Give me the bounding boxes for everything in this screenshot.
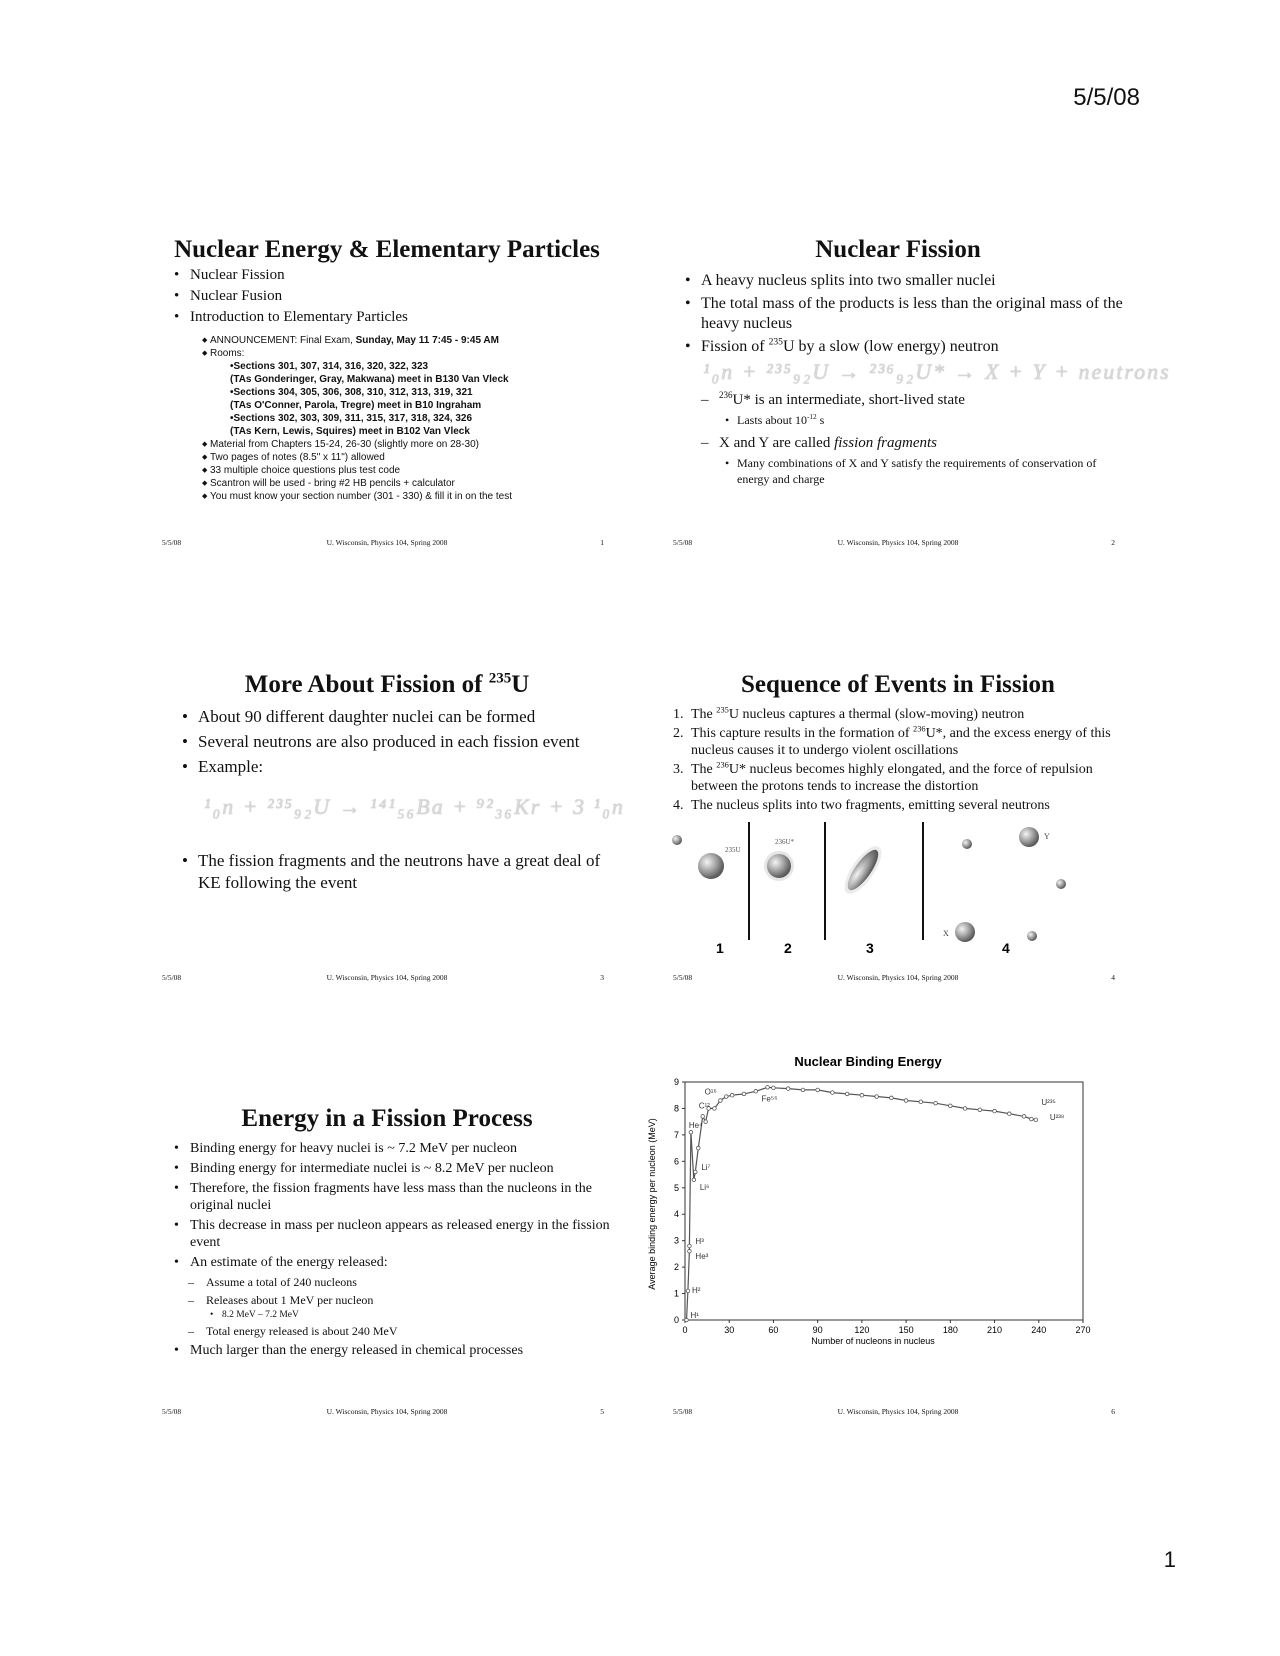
x-tick-label: 270 — [1075, 1325, 1091, 1335]
bullet: • Binding energy for heavy nuclei is ~ 7.2 MeV per nucleon — [162, 1140, 612, 1157]
y-axis-label: Average binding energy per nucleon (MeV) — [647, 1118, 657, 1290]
sub-bullet: – Total energy released is about 240 MeV — [182, 1322, 612, 1340]
sub-bullet: – Releases about 1 MeV per nucleon — [182, 1291, 612, 1309]
bullet: • About 90 different daughter nuclei can be formed — [170, 706, 612, 728]
fragment-x-icon — [955, 922, 975, 942]
x-tick-label: 180 — [942, 1325, 958, 1335]
slide-title: Nuclear Fission — [815, 236, 981, 263]
annotation-label: H¹ — [690, 1311, 699, 1320]
fragment-y-label: Y — [1044, 832, 1050, 841]
annotation-label: O¹⁶ — [704, 1087, 717, 1097]
data-point — [801, 1088, 805, 1092]
sub-sub-list — [673, 412, 1123, 428]
data-point — [831, 1091, 835, 1095]
bullet: • Binding energy for intermediate nuclei is ~ 8.2 MeV per nucleon — [162, 1160, 612, 1177]
x-tick-label: 90 — [812, 1325, 823, 1335]
bullet: • Therefore, the fission fragments have less mass than the nucleons in the original nuclei — [162, 1180, 612, 1214]
bullet-list — [162, 706, 612, 778]
bullet: • Several neutrons are also produced in each fission event — [170, 731, 612, 753]
announcement-line: ◆ ANNOUNCEMENT: Final Exam, Sunday, May 11 7:45 - 9:45 AM — [202, 334, 612, 347]
data-point — [704, 1120, 708, 1124]
bullet-list — [162, 1140, 612, 1271]
bullet: • Introduction to Elementary Particles — [162, 307, 612, 328]
y-tick-label: 5 — [673, 1182, 679, 1193]
neutron-icon — [1056, 879, 1066, 889]
y-tick-label: 4 — [673, 1209, 679, 1220]
panel-label: 4 — [1002, 940, 1010, 956]
uranium-nucleus-icon — [698, 853, 724, 879]
bullet: • Nuclear Fusion — [162, 286, 612, 307]
note-line: ◆ Scantron will be used - bring #2 HB pencils + calculator — [202, 477, 612, 490]
data-point — [719, 1099, 723, 1103]
bullet-list — [162, 1342, 612, 1360]
room-line: •Sections 304, 305, 306, 308, 310, 312, 313, 319, 321 — [230, 387, 473, 398]
neutron-icon — [672, 835, 682, 845]
slide-title: Nuclear Energy & Elementary Particles — [174, 236, 600, 263]
data-point — [949, 1104, 953, 1108]
y-tick-label: 6 — [673, 1156, 679, 1167]
data-point — [904, 1099, 908, 1103]
data-point — [993, 1109, 997, 1113]
note-line: ◆ Material from Chapters 15-24, 26-30 (slightly more on 28-30) — [202, 438, 612, 451]
room-line: (TAs Gonderinger, Gray, Makwana) meet in B130 Van Vleck — [230, 374, 509, 385]
slide-title: Sequence of Events in Fission — [741, 671, 1055, 698]
y-tick-label: 8 — [673, 1103, 679, 1114]
data-point — [742, 1092, 746, 1096]
fission-equation: ¹₀n + ²³⁵₉₂U → ²³⁶₉₂U* → X + Y + neutrons — [703, 359, 1171, 384]
x-tick-label: 240 — [1031, 1325, 1047, 1335]
elongated-nucleus-icon — [843, 846, 884, 894]
y-tick-label: 3 — [673, 1235, 679, 1246]
bullet: • The fission fragments and the neutrons have a great deal of KE following the event — [170, 850, 612, 894]
annotation-label: Li⁶ — [699, 1182, 710, 1192]
sub-sub-list — [162, 1309, 612, 1322]
data-point — [1022, 1115, 1026, 1119]
slide-5 — [162, 1104, 612, 1419]
panel-label: 1 — [716, 940, 724, 956]
step-item: 1. The $^{235}$U nucleus captures a thermal (slow-moving) neutron — [673, 705, 1025, 722]
sub-list — [673, 391, 1123, 410]
data-point — [1030, 1117, 1034, 1121]
x-tick-label: 120 — [854, 1325, 870, 1335]
sub-sub-bullet: • Many combinations of X and Y satisfy the requirements of conservation of energy and charge — [717, 455, 1123, 487]
data-point — [694, 1170, 698, 1174]
step-item: 2. This capture results in the formation of $^{236}$U*, and the excess energy of this nucleus causes it to undergo violent oscillations — [673, 724, 1111, 758]
slide-6 — [647, 1054, 1123, 1419]
panel-label: 2 — [784, 940, 792, 956]
u235-label: 235U — [725, 846, 741, 854]
excited-nucleus-icon — [767, 854, 791, 878]
data-point — [686, 1289, 690, 1293]
room-line: (TAs O'Conner, Parola, Tregre) meet in B10 Ingraham — [230, 400, 482, 411]
y-tick-label: 7 — [673, 1129, 679, 1140]
note-line: ◆ You must know your section number (301 - 330) & fill it in on the test — [202, 490, 612, 503]
sub-sub-bullet: • 8.2 MeV – 7.2 MeV — [202, 1309, 612, 1322]
y-tick-label: 2 — [673, 1262, 679, 1273]
bullet: • Nuclear Fission — [162, 265, 612, 286]
sub-list — [673, 434, 1123, 453]
annotation-label: U²³⁵ — [1041, 1098, 1056, 1108]
bullet-list — [162, 265, 612, 328]
data-point — [724, 1095, 728, 1099]
annotation-label: Fe⁵⁶ — [761, 1094, 778, 1104]
data-point — [689, 1130, 693, 1134]
bullet: • The total mass of the products is less than the original mass of the heavy nucleus — [673, 294, 1123, 334]
sub-bullet: – X and Y are called fission fragments — [695, 434, 1123, 453]
steps-list — [673, 706, 1123, 814]
sub-bullet: – $^{236}$U* is an intermediate, short-lived state — [695, 391, 1123, 410]
binding-energy-line — [687, 1087, 1036, 1320]
annotation-label: He³ — [695, 1252, 709, 1262]
slide-footer: 5/5/08 U. Wisconsin, Physics 104, Spring 2008 1 — [162, 538, 604, 547]
data-point — [701, 1115, 705, 1119]
rooms-label: ◆ Rooms: — [202, 347, 612, 360]
data-point — [978, 1108, 982, 1112]
bullet: • This decrease in mass per nucleon appears as released energy in the fission event — [162, 1217, 612, 1251]
slide-3 — [162, 670, 625, 985]
data-point — [816, 1088, 820, 1092]
bullet: • An estimate of the energy released: — [162, 1254, 612, 1271]
slide-footer: 5/5/08 U. Wisconsin, Physics 104, Spring 2008 5 — [162, 1407, 604, 1416]
bullet: • Example: — [170, 756, 612, 778]
room-line: •Sections 301, 307, 314, 316, 320, 322, 323 — [230, 361, 429, 372]
sub-sub-list — [673, 455, 1123, 487]
bullet-list — [162, 850, 612, 894]
data-point — [688, 1249, 692, 1253]
room-line: (TAs Kern, Lewis, Squires) meet in B102 Van Vleck — [230, 426, 470, 437]
x-tick-label: 150 — [898, 1325, 914, 1335]
data-point — [890, 1096, 894, 1100]
data-point — [754, 1089, 758, 1093]
data-point — [692, 1178, 696, 1182]
annotation-label: C¹² — [698, 1101, 710, 1111]
fragment-y-icon — [1019, 827, 1039, 847]
sub-list — [162, 1273, 612, 1309]
binding-energy-chart — [643, 1054, 1093, 1354]
data-point — [685, 1318, 689, 1322]
slide-1 — [162, 235, 612, 550]
y-tick-label: 1 — [673, 1288, 679, 1299]
bullet: • A heavy nucleus splits into two smaller nuclei — [673, 271, 1123, 291]
room-line: •Sections 302, 303, 309, 311, 315, 317, 318, 324, 326 — [230, 413, 473, 424]
data-point — [934, 1101, 938, 1105]
step-item: 4. The nucleus splits into two fragments, emitting several neutrons — [673, 798, 1050, 813]
annotation-label: H³ — [695, 1236, 704, 1246]
x-tick-label: 30 — [724, 1325, 735, 1335]
slide-title: Energy in a Fission Process — [241, 1105, 533, 1132]
annotation-label: Li⁷ — [701, 1162, 711, 1172]
slide-footer: 5/5/08 U. Wisconsin, Physics 104, Spring 2008 4 — [673, 973, 1115, 982]
data-point — [766, 1085, 770, 1089]
data-point — [772, 1086, 776, 1090]
bullet: • Much larger than the energy released in chemical processes — [162, 1342, 612, 1360]
x-tick-label: 60 — [768, 1325, 779, 1335]
data-point — [786, 1087, 790, 1091]
panel-label: 3 — [866, 940, 874, 956]
slide-4 — [673, 670, 1123, 985]
fission-example-equation: ¹₀n + ²³⁵₉₂U → ¹⁴¹₅₆Ba + ⁹²₃₆Kr + 3 ¹₀n — [204, 794, 625, 819]
y-tick-label: 9 — [673, 1077, 679, 1087]
u236-label: 236U* — [775, 838, 795, 846]
fission-sequence-diagram — [663, 822, 1083, 957]
data-point — [1034, 1118, 1038, 1122]
slide-footer: 5/5/08 U. Wisconsin, Physics 104, Spring 2008 3 — [162, 973, 604, 982]
bullet-list — [673, 271, 1123, 357]
data-point — [696, 1146, 700, 1150]
neutron-icon — [1027, 931, 1037, 941]
data-point — [875, 1095, 879, 1099]
x-tick-label: 210 — [987, 1325, 1003, 1335]
slide-footer: 5/5/08 U. Wisconsin, Physics 104, Spring 2008 2 — [673, 538, 1115, 547]
slide-title: More About Fission of $^{235}$U — [244, 670, 530, 698]
page-number: 1 — [1163, 1547, 1176, 1572]
note-line: ◆ Two pages of notes (8.5" x 11") allowed — [202, 451, 612, 464]
plot-area — [674, 1077, 1091, 1335]
sub-sub-bullet: • Lasts about $10^{-12}$ s — [717, 412, 1123, 428]
sub-list — [162, 1322, 612, 1340]
x-axis-label: Number of nucleons in nucleus — [811, 1336, 935, 1346]
data-point — [713, 1107, 717, 1111]
bullet: • Fission of $^{235}$U by a slow (low energy) neutron — [673, 337, 1123, 357]
annotation-label: He⁴ — [688, 1121, 703, 1131]
data-point — [860, 1093, 864, 1097]
page-date: 5/5/08 — [1073, 84, 1140, 111]
data-point — [845, 1092, 849, 1096]
data-point — [963, 1107, 967, 1111]
annotation-label: H² — [691, 1285, 701, 1295]
x-tick-label: 0 — [682, 1325, 688, 1335]
y-tick-label: 0 — [673, 1315, 679, 1325]
data-point — [688, 1244, 692, 1248]
data-point — [1007, 1112, 1011, 1116]
note-line: ◆ 33 multiple choice questions plus test code — [202, 464, 612, 477]
fragment-x-label: X — [943, 929, 949, 938]
neutron-icon — [962, 839, 972, 849]
sub-bullet: – Assume a total of 240 nucleons — [182, 1273, 612, 1291]
data-point — [730, 1093, 734, 1097]
slide-2 — [673, 235, 1171, 550]
chart-title: Nuclear Binding Energy — [794, 1054, 942, 1069]
slide-footer: 5/5/08 U. Wisconsin, Physics 104, Spring 2008 6 — [673, 1407, 1115, 1416]
announcement — [162, 334, 612, 503]
step-item: 3. The $^{236}$U* nucleus becomes highly elongated, and the force of repulsion between the protons tends to increase the distortion — [673, 760, 1093, 794]
data-point — [919, 1100, 923, 1104]
annotation-label: U²³⁸ — [1049, 1112, 1065, 1122]
